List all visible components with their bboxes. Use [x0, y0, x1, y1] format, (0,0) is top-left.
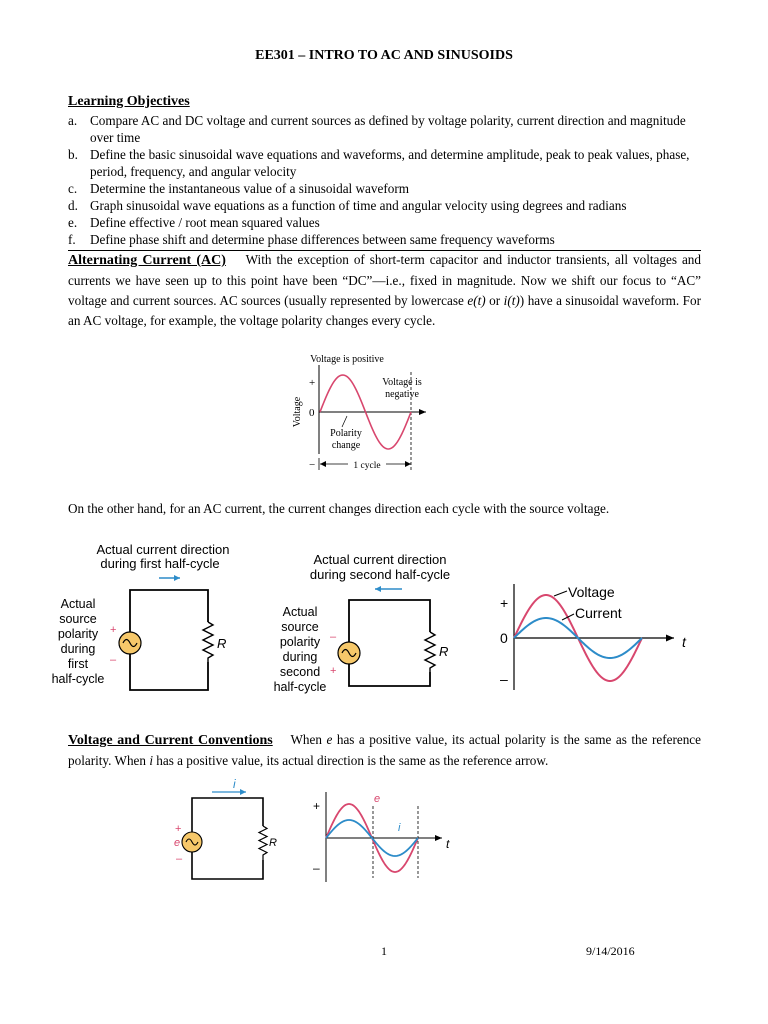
plus-label: +: [309, 377, 316, 389]
objective-item: [68, 146, 708, 180]
polarity-label: half-cycle: [273, 680, 327, 694]
reference-circuit: [166, 774, 286, 886]
polarity-label: second: [279, 665, 321, 679]
objective-item: [68, 231, 708, 248]
ac-i-of-t: i(t): [503, 293, 520, 308]
voltage-axis-label: Voltage: [292, 396, 303, 428]
plus-label: +: [313, 799, 321, 813]
t-axis-label: t: [682, 634, 686, 650]
objective-item: [68, 214, 708, 231]
source-plus-sign: +: [330, 665, 337, 677]
zero-label: 0: [309, 407, 315, 419]
source-minus-sign: –: [176, 853, 183, 865]
ac-text: ) have a sinusoidal waveform. For an AC voltage, for example, the voltage polarity changes every cycle.: [68, 293, 701, 328]
objective-text: Graph sinusoidal wave equations as a function of time and angular velocity using degrees and radians: [90, 198, 627, 213]
cycle-label: 1 cycle: [353, 461, 381, 471]
conventions-i: i: [149, 753, 153, 768]
voltage-polarity-figure: [282, 346, 432, 476]
learning-objectives-heading: Learning Objectives: [68, 94, 190, 109]
source-e-label: e: [174, 837, 181, 849]
polarity-label: half-cycle: [51, 672, 105, 686]
second-direction-label: Actual current direction: [313, 552, 447, 567]
polarity-label: source: [281, 620, 319, 634]
circuit-loop: [349, 600, 430, 686]
second-direction-label: during second half-cycle: [309, 567, 451, 582]
polarity-label: during: [282, 650, 318, 664]
voltage-legend-label: Voltage: [568, 584, 615, 600]
objective-letter: d.: [68, 198, 78, 213]
source-plus-sign: +: [110, 624, 117, 636]
conventions-e: e: [326, 732, 333, 747]
second-half-cycle-circuit: [262, 548, 462, 698]
page-number: 1: [381, 944, 387, 958]
objective-letter: f.: [68, 232, 76, 247]
zero-label: 0: [500, 630, 508, 646]
i-curve-label: i: [398, 822, 401, 834]
conventions-text: has a positive value, its actual polarity is the same as the reference polarity. When: [68, 732, 702, 768]
polarity-label: during: [60, 642, 96, 656]
first-direction-label: Actual current direction: [96, 542, 230, 557]
objective-text: Define effective / root mean squared values: [90, 215, 320, 230]
voltage-positive-label: Voltage is positive: [310, 354, 384, 365]
source-minus-sign: –: [330, 631, 337, 643]
resistor-label: R: [439, 644, 449, 659]
resistor-label: R: [269, 837, 277, 849]
polarity-label: source: [59, 612, 97, 626]
ac-heading: Alternating Current (AC): [68, 253, 226, 268]
objective-text: Compare AC and DC voltage and current sources as defined by voltage polarity, current direction and magnitude over time: [90, 113, 686, 145]
conventions-text: When: [290, 732, 327, 747]
current-legend-label: Current: [575, 605, 622, 621]
polarity-label: Actual: [60, 597, 96, 611]
minus-label: –: [313, 861, 320, 875]
polarity-label: Actual: [282, 605, 318, 619]
objective-item: [68, 197, 708, 214]
plus-label: +: [500, 595, 509, 611]
circuit-loop: [130, 590, 208, 690]
reference-waveform-figure: [306, 786, 456, 886]
first-half-cycle-circuit: [44, 540, 244, 700]
objective-letter: a.: [68, 113, 78, 128]
current-paragraph: On the other hand, for an AC current, the current changes direction each cycle with the source voltage.: [68, 501, 610, 516]
objective-item: [68, 112, 708, 146]
circuit-loop: [192, 798, 263, 879]
objective-letter: e.: [68, 215, 78, 230]
objective-text: Determine the instantaneous value of a sinusoidal waveform: [90, 181, 409, 196]
voltage-negative-label: negative: [385, 389, 419, 400]
footer-date: 9/14/2016: [586, 944, 635, 958]
objective-letter: b.: [68, 147, 78, 162]
voltage-negative-label: Voltage is: [382, 377, 422, 388]
ac-paragraph: [68, 250, 701, 331]
ac-e-of-t: e(t): [467, 293, 486, 308]
conventions-paragraph: [68, 730, 701, 771]
resistor-label: R: [217, 636, 227, 651]
conventions-heading: Voltage and Current Conventions: [68, 733, 273, 748]
polarity-change-label: change: [331, 440, 361, 451]
polarity-label: first: [67, 657, 89, 671]
minus-label: −: [309, 459, 316, 471]
source-minus-sign: –: [110, 654, 117, 666]
first-direction-label: during first half-cycle: [100, 556, 220, 571]
conventions-text: has a positive value, its actual direction is the same as the reference arrow.: [152, 753, 549, 768]
objective-letter: c.: [68, 181, 78, 196]
page-title: EE301 – INTRO TO AC AND SINUSOIDS: [255, 48, 513, 63]
ac-text: With the exception of short-term capacitor and inductor transients, all voltages and currents we have seen up to this point have been “DC”—i.e., fixed in magnitude. Now we shift our focus to “AC” voltage and current sources. AC sources (usually represented by lowercase: [68, 252, 701, 308]
objective-text: Define the basic sinusoidal wave equations and waveforms, and determine amplitude, peak to peak values, phase, period, frequency, and angular velocity: [90, 147, 690, 179]
source-plus-sign: +: [175, 823, 182, 835]
ac-text: or: [485, 293, 504, 308]
e-curve-label: e: [374, 793, 381, 805]
polarity-label: polarity: [279, 635, 321, 649]
polarity-pointer: [342, 416, 347, 427]
t-axis-label: t: [446, 837, 450, 851]
objective-item: [68, 180, 708, 197]
current-i-label: i: [233, 777, 236, 791]
voltage-current-waveform-figure: [494, 578, 704, 693]
objective-text: Define phase shift and determine phase differences between same frequency waveforms: [90, 232, 555, 247]
minus-label: –: [500, 671, 508, 687]
polarity-label: polarity: [57, 627, 99, 641]
polarity-change-label: Polarity: [330, 428, 362, 439]
